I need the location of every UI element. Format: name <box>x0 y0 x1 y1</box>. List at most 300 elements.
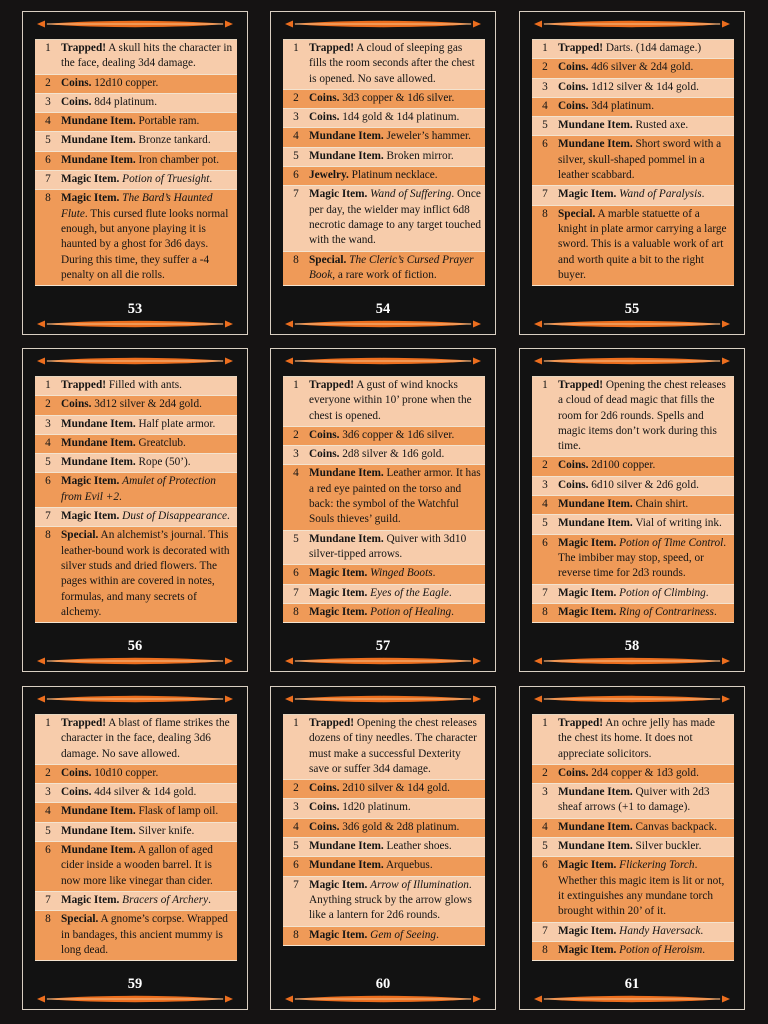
table-row <box>283 715 485 780</box>
entry-label: Mundane Item. <box>61 824 136 837</box>
entry-text <box>309 91 485 106</box>
entry-text <box>61 824 237 839</box>
roll-number: 5 <box>542 840 548 853</box>
entry-description: A gust of wind knocks everyone within 10’ prone when the chest is opened. <box>309 379 472 422</box>
ornament-top-icon <box>35 18 235 30</box>
entry-label: Trapped! <box>309 717 354 729</box>
roll-number: 4 <box>293 820 299 833</box>
entry-label: Trapped! <box>558 717 603 729</box>
entry-description: A blast of flame strikes the character in the face, dealing 3d6 damage. No save allowed. <box>61 717 230 760</box>
treasure-table <box>35 376 237 623</box>
entry-text <box>309 447 485 462</box>
entry-description: Half plate armor. <box>138 417 216 430</box>
ornament-top-icon <box>35 355 235 367</box>
entry-text <box>61 893 237 908</box>
table-row <box>283 585 485 604</box>
page-number: 56 <box>127 638 143 654</box>
roll-number: 1 <box>45 379 51 391</box>
entry-text <box>61 41 237 72</box>
entry-label: Coins. <box>558 478 589 491</box>
roll-number: 4 <box>293 130 299 143</box>
entry-text <box>309 566 485 581</box>
roll-number: 8 <box>542 605 548 618</box>
entry-text <box>61 455 237 470</box>
roll-number: 1 <box>542 379 548 391</box>
entry-description: A cloud of sleeping gas fills the room seconds after the chest is opened. No save allowed. <box>309 42 475 85</box>
entry-text <box>61 716 237 762</box>
roll-number: 5 <box>542 119 548 132</box>
entry-description: . This cursed flute looks normal enough, but anyone playing it is haunted by a ghost for 3d6 days. During this time, they suffer a -4 penalty on all die rolls. <box>61 207 229 281</box>
entry-label: Magic Item. <box>558 859 617 872</box>
item-name: Bracers of Archery <box>122 893 209 906</box>
table-row <box>283 838 485 857</box>
ornament-bottom-icon <box>532 318 732 330</box>
entry-description: . <box>209 173 213 186</box>
roll-number: 4 <box>542 99 548 112</box>
roll-number: 7 <box>45 893 51 906</box>
roll-number: 5 <box>293 532 299 545</box>
entry-text <box>61 95 237 110</box>
table-row <box>35 508 237 527</box>
table-row <box>35 40 237 75</box>
entry-label: Mundane Item. <box>558 786 633 799</box>
roll-number: 8 <box>293 253 299 266</box>
entry-label: Mundane Item. <box>558 517 633 530</box>
roll-number: 4 <box>293 467 299 480</box>
ornament-bottom-icon <box>532 655 732 667</box>
roll-number: 2 <box>45 766 51 779</box>
table-row <box>283 446 485 465</box>
entry-text <box>558 839 734 854</box>
table-row <box>35 823 237 842</box>
page-number: 57 <box>375 638 391 654</box>
entry-text <box>558 378 734 454</box>
table-row <box>532 186 734 205</box>
page-number: 61 <box>624 976 640 992</box>
treasure-card <box>270 686 496 1010</box>
item-name: The Cleric’s Cursed Prayer Book <box>309 253 474 281</box>
roll-number: 3 <box>542 80 548 93</box>
entry-text <box>61 436 237 451</box>
roll-number: 6 <box>542 859 548 872</box>
roll-number: 7 <box>293 878 299 891</box>
table-row <box>35 416 237 435</box>
table-row <box>532 40 734 59</box>
treasure-card <box>22 686 248 1010</box>
entry-text <box>558 137 734 183</box>
entry-text <box>309 110 485 125</box>
entry-text <box>61 766 237 781</box>
page-number: 60 <box>375 976 391 992</box>
table-row <box>283 857 485 876</box>
roll-number: 1 <box>542 42 548 54</box>
table-row <box>532 819 734 838</box>
table-row <box>35 473 237 508</box>
ornament-bottom-icon <box>35 655 235 667</box>
table-row <box>283 799 485 818</box>
entry-description: Opening the chest releases a cloud of dead magic that fills the room for 2d6 rounds. Spells and magic items don’t work during this time. <box>558 379 726 453</box>
entry-label: Trapped! <box>558 379 603 391</box>
table-row <box>35 454 237 473</box>
item-name: Amulet of Protection from Evil +2 <box>61 475 216 503</box>
ornament-top-icon <box>532 355 732 367</box>
roll-number: 2 <box>542 459 548 472</box>
roll-number: 4 <box>542 820 548 833</box>
table-row <box>35 765 237 784</box>
roll-number: 6 <box>542 536 548 549</box>
entry-description: Rope (50’). <box>138 456 191 469</box>
table-row <box>532 585 734 604</box>
entry-text <box>61 133 237 148</box>
treasure-card <box>519 11 745 335</box>
entry-description: Platinum necklace. <box>351 169 438 182</box>
entry-description: 3d3 copper & 1d6 silver. <box>342 91 455 104</box>
entry-description: . <box>705 586 709 599</box>
roll-number: 3 <box>293 448 299 461</box>
table-row <box>532 515 734 534</box>
table-row <box>283 128 485 147</box>
item-name: Eyes of the Eagle <box>370 586 449 599</box>
item-name: Gem of Seeing <box>370 928 437 941</box>
table-row <box>532 477 734 496</box>
entry-label: Magic Item. <box>309 586 368 599</box>
roll-number: 1 <box>293 717 299 729</box>
entry-label: Coins. <box>61 95 92 108</box>
entry-text <box>61 474 237 505</box>
entry-text <box>61 378 237 393</box>
ornament-bottom-icon <box>283 318 483 330</box>
entry-text <box>61 804 237 819</box>
entry-text <box>309 428 485 443</box>
table-row <box>283 877 485 927</box>
entry-text <box>309 129 485 144</box>
table-row <box>532 784 734 819</box>
table-row <box>283 167 485 186</box>
entry-label: Magic Item. <box>309 605 368 618</box>
entry-description: 3d6 copper & 1d6 silver. <box>342 428 455 441</box>
table-row <box>283 90 485 109</box>
entry-text <box>309 187 485 248</box>
item-name: Potion of Healing <box>370 605 452 618</box>
roll-number: 7 <box>45 173 51 186</box>
entry-description: Quiver with 2d3 sheaf arrows (+1 to damage). <box>558 786 710 814</box>
entry-text <box>558 60 734 75</box>
entry-label: Magic Item. <box>61 192 120 205</box>
entry-label: Magic Item. <box>309 928 368 941</box>
table-row <box>283 531 485 566</box>
entry-text <box>558 858 734 919</box>
entry-label: Mundane Item. <box>558 498 633 511</box>
treasure-table <box>35 714 237 961</box>
item-name: Winged Boots <box>370 567 433 580</box>
entry-label: Trapped! <box>309 42 354 54</box>
entry-description: . Anything struck by the arrow glows like a lantern for 2d6 rounds. <box>309 878 472 922</box>
entry-label: Special. <box>309 253 347 266</box>
entry-text <box>309 378 485 424</box>
roll-number: 3 <box>293 801 299 814</box>
roll-number: 8 <box>293 928 299 941</box>
entry-description: An alchemist’s journal. This leather-bound work is decorated with silver studs and dried flowers. The pages within are covered in notes, formulas, and many secrets of alchemy. <box>61 529 230 618</box>
entry-text <box>309 586 485 601</box>
table-row <box>283 427 485 446</box>
table-row <box>283 780 485 799</box>
roll-number: 7 <box>542 586 548 599</box>
table-row <box>532 765 734 784</box>
ornament-bottom-icon <box>532 993 732 1005</box>
item-name: Flickering Torch <box>619 859 695 872</box>
roll-number: 3 <box>45 417 51 430</box>
entry-text <box>558 187 734 202</box>
entry-label: Magic Item. <box>61 173 120 186</box>
item-name: Wand of Suffering <box>370 188 452 201</box>
roll-number: 2 <box>45 76 51 89</box>
roll-number: 3 <box>293 111 299 124</box>
roll-number: 2 <box>293 428 299 441</box>
entry-description: , a rare work of fiction. <box>332 268 437 281</box>
entry-label: Magic Item. <box>309 188 368 201</box>
treasure-table <box>283 39 485 286</box>
entry-label: Magic Item. <box>558 605 617 618</box>
table-row <box>532 206 734 286</box>
table-row <box>532 457 734 476</box>
table-row <box>35 190 237 286</box>
entry-text <box>309 716 485 777</box>
entry-label: Magic Item. <box>309 567 368 580</box>
entry-description: Short sword with a silver, skull-shaped pommel in a leather scabbard. <box>558 138 722 182</box>
roll-number: 8 <box>45 913 51 926</box>
table-row <box>283 819 485 838</box>
table-row <box>35 803 237 822</box>
table-row <box>35 784 237 803</box>
table-row <box>532 496 734 515</box>
treasure-table <box>532 714 734 961</box>
entry-text <box>309 253 485 284</box>
entry-description: 3d4 platinum. <box>591 99 655 112</box>
entry-label: Trapped! <box>61 717 106 729</box>
roll-number: 4 <box>45 115 51 128</box>
entry-text <box>558 536 734 582</box>
roll-number: 5 <box>542 517 548 530</box>
entry-label: Magic Item. <box>309 878 368 891</box>
roll-number: 2 <box>45 398 51 411</box>
roll-number: 5 <box>293 840 299 853</box>
entry-description: . <box>436 928 439 941</box>
entry-text <box>558 605 734 620</box>
roll-number: 7 <box>542 924 548 937</box>
entry-description: . <box>702 943 706 956</box>
table-row <box>35 892 237 911</box>
item-name: Handy Haversack <box>619 924 701 937</box>
entry-label: Coins. <box>558 766 589 779</box>
roll-number: 6 <box>293 859 299 872</box>
entry-description: . The imbiber may stop, speed, or reverse time for 2d3 rounds. <box>558 536 727 580</box>
roll-number: 8 <box>45 192 51 205</box>
page-number: 54 <box>375 301 391 317</box>
entry-label: Mundane Item. <box>309 467 384 480</box>
roll-number: 1 <box>45 42 51 54</box>
entry-label: Mundane Item. <box>309 532 384 545</box>
table-row <box>35 132 237 151</box>
treasure-card <box>270 11 496 335</box>
table-row <box>532 535 734 585</box>
ornament-top-icon <box>283 355 483 367</box>
entry-description: . Once per day, the wielder may inflict 6d8 necrotic damage to any target touched with the wand. <box>309 188 481 247</box>
entry-label: Magic Item. <box>558 943 617 956</box>
entry-description: Leather shoes. <box>386 840 452 853</box>
entry-label: Coins. <box>558 80 589 93</box>
entry-label: Mundane Item. <box>61 153 136 166</box>
roll-number: 3 <box>542 786 548 799</box>
roll-number: 2 <box>293 91 299 104</box>
entry-text <box>309 605 485 620</box>
roll-number: 7 <box>542 188 548 201</box>
entry-label: Coins. <box>61 76 92 89</box>
entry-label: Mundane Item. <box>61 805 136 818</box>
entry-text <box>558 766 734 781</box>
roll-number: 6 <box>45 153 51 166</box>
entry-text <box>61 528 237 620</box>
treasure-table <box>283 714 485 946</box>
entry-label: Coins. <box>61 766 92 779</box>
entry-label: Coins. <box>61 398 92 411</box>
entry-text <box>558 924 734 939</box>
entry-text <box>309 928 485 943</box>
entry-description: . <box>701 188 705 201</box>
entry-text <box>558 943 734 958</box>
treasure-table <box>283 376 485 623</box>
entry-description: 8d4 platinum. <box>94 95 158 108</box>
entry-description: . <box>226 510 230 523</box>
entry-description: Quiver with 3d10 silver-tipped arrows. <box>309 532 467 560</box>
roll-number: 4 <box>542 498 548 511</box>
entry-description: A skull hits the character in the face, dealing 3d4 damage. <box>61 42 233 70</box>
table-row <box>532 136 734 186</box>
entry-label: Jewelry. <box>309 169 349 182</box>
treasure-card <box>519 348 745 672</box>
entry-label: Mundane Item. <box>61 844 136 857</box>
entry-text <box>309 858 485 873</box>
item-name: Dust of Disappearance <box>122 510 227 523</box>
entry-label: Coins. <box>309 820 340 833</box>
table-row <box>35 842 237 892</box>
entry-label: Mundane Item. <box>309 840 384 853</box>
entry-text <box>558 516 734 531</box>
treasure-table <box>532 39 734 286</box>
entry-description: 3d12 silver & 2d4 gold. <box>94 398 202 411</box>
entry-text <box>558 820 734 835</box>
treasure-table <box>532 376 734 623</box>
entry-description: 10d10 copper. <box>94 766 159 779</box>
table-row <box>532 715 734 765</box>
entry-text <box>309 839 485 854</box>
roll-number: 6 <box>293 567 299 580</box>
ornament-top-icon <box>532 693 732 705</box>
entry-description: Vial of writing ink. <box>635 517 722 530</box>
entry-description: A gallon of aged cider inside a wooden barrel. It is now more like vinegar than cider. <box>61 844 213 887</box>
entry-description: Canvas backpack. <box>635 820 718 833</box>
entry-label: Mundane Item. <box>558 820 633 833</box>
entry-description: Greatclub. <box>138 436 186 449</box>
entry-description: Chain shirt. <box>635 498 689 511</box>
entry-text <box>309 532 485 563</box>
item-name: The Bard’s Haunted Flute <box>61 192 213 220</box>
roll-number: 6 <box>45 475 51 488</box>
table-row <box>35 75 237 94</box>
entry-label: Coins. <box>309 782 340 795</box>
table-row <box>35 113 237 132</box>
roll-number: 8 <box>542 207 548 220</box>
entry-description: Iron chamber pot. <box>138 153 220 166</box>
entry-text <box>61 509 237 524</box>
entry-text <box>61 785 237 800</box>
table-row <box>532 942 734 961</box>
roll-number: 2 <box>542 766 548 779</box>
entry-label: Magic Item. <box>558 188 617 201</box>
ornament-bottom-icon <box>283 655 483 667</box>
entry-description: Broken mirror. <box>386 149 454 162</box>
entry-label: Mundane Item. <box>558 840 633 853</box>
roll-number: 7 <box>293 586 299 599</box>
table-row <box>35 171 237 190</box>
entry-text <box>558 118 734 133</box>
entry-text <box>61 417 237 432</box>
entry-label: Mundane Item. <box>558 119 633 132</box>
entry-label: Magic Item. <box>61 893 120 906</box>
entry-description: 1d12 silver & 1d4 gold. <box>591 80 699 93</box>
entry-description: 4d4 silver & 1d4 gold. <box>94 786 197 799</box>
roll-number: 1 <box>293 379 299 391</box>
entry-description: A gnome’s corpse. Wrapped in bandages, this ancient mummy is long dead. <box>61 913 228 956</box>
entry-text <box>61 912 237 958</box>
entry-label: Mundane Item. <box>61 134 136 147</box>
entry-label: Mundane Item. <box>61 115 136 128</box>
ornament-top-icon <box>283 18 483 30</box>
treasure-card <box>519 686 745 1010</box>
item-name: Wand of Paralysis <box>619 188 702 201</box>
entry-label: Trapped! <box>61 42 106 54</box>
table-row <box>35 152 237 171</box>
entry-description: Portable ram. <box>138 115 200 128</box>
item-name: Potion of Truesight <box>122 173 210 186</box>
entry-description: Flask of lamp oil. <box>138 805 219 818</box>
table-row <box>35 435 237 454</box>
treasure-card <box>22 11 248 335</box>
entry-label: Magic Item. <box>558 924 617 937</box>
entry-text <box>61 191 237 283</box>
entry-label: Trapped! <box>558 42 603 54</box>
entry-text <box>558 207 734 283</box>
roll-number: 6 <box>293 169 299 182</box>
entry-description: 1d20 platinum. <box>342 801 411 814</box>
treasure-card <box>22 348 248 672</box>
item-name: Arrow of Illumination <box>370 878 469 891</box>
item-name: Potion of Climbing <box>619 586 706 599</box>
entry-label: Special. <box>61 913 99 926</box>
roll-number: 3 <box>542 478 548 491</box>
roll-number: 1 <box>542 717 548 729</box>
entry-description: An ochre jelly has made the chest its home. It does not appreciate solicitors. <box>558 717 715 760</box>
table-row <box>283 565 485 584</box>
entry-description: Leather armor. It has a red eye painted on the torso and back: the symbol of the Watchful Souls thieves’ guild. <box>309 467 481 526</box>
entry-label: Mundane Item. <box>61 436 136 449</box>
roll-number: 8 <box>293 605 299 618</box>
roll-number: 6 <box>542 138 548 151</box>
table-row <box>532 838 734 857</box>
table-row <box>35 396 237 415</box>
table-row <box>283 377 485 427</box>
table-row <box>283 40 485 90</box>
table-row <box>35 377 237 396</box>
